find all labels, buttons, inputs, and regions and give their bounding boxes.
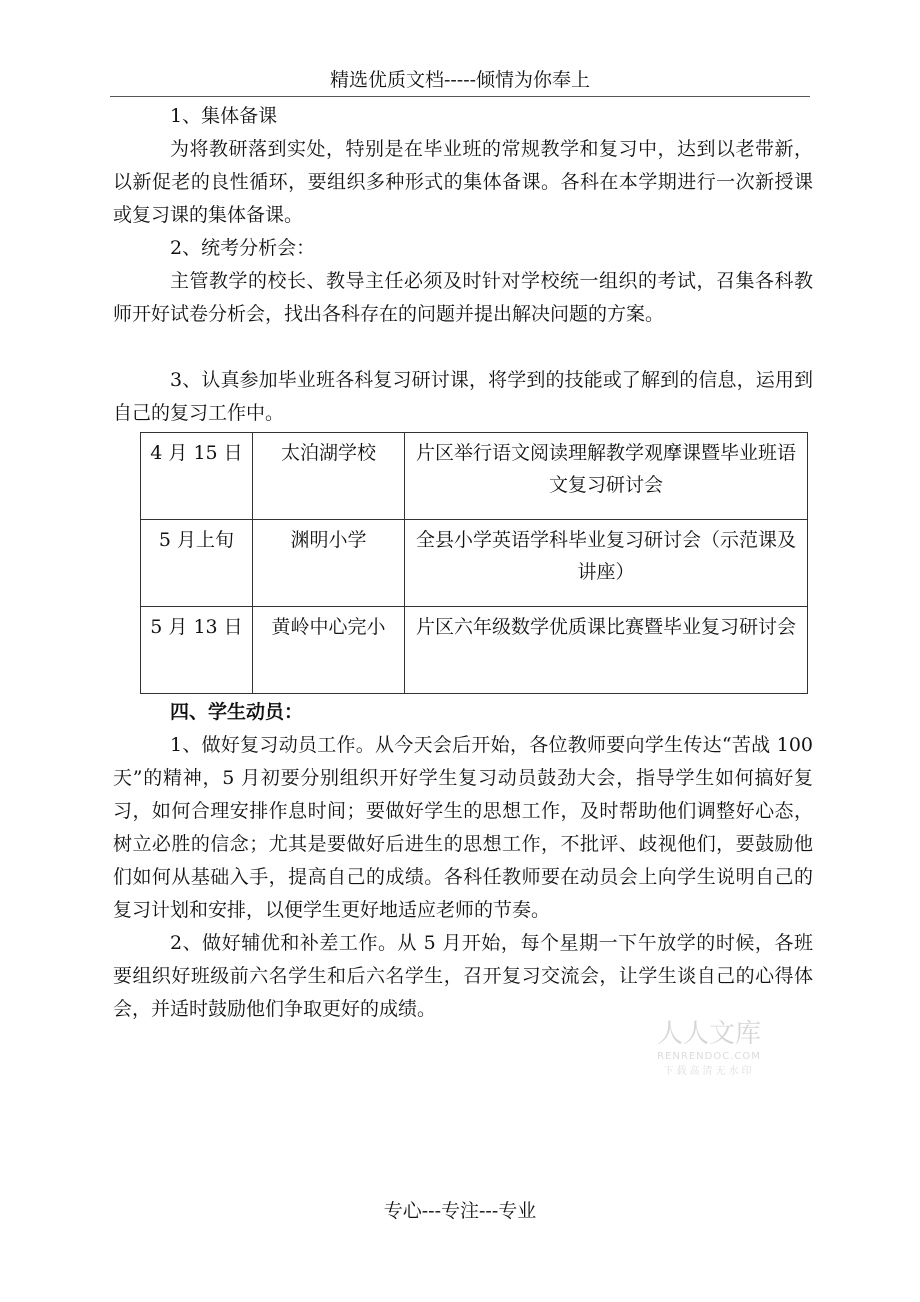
paragraph-review-seminar: 3、认真参加毕业班各科复习研讨课，将学到的技能或了解到的信息，运用到自己的复习工作中。	[113, 369, 813, 424]
table-row	[141, 607, 808, 694]
blank-line	[113, 331, 813, 364]
document-body	[113, 100, 813, 1026]
page-header: 精选优质文档-----倾情为你奉上	[110, 66, 810, 97]
date-cell: 5 月上旬	[141, 520, 253, 607]
event-cell: 全县小学英语学科毕业复习研讨会（示范课及讲座）	[405, 520, 808, 607]
watermark-tagline: 下载高清无水印	[663, 1066, 755, 1077]
table-row	[141, 520, 808, 607]
place-cell: 渊明小学	[253, 520, 405, 607]
event-cell: 片区举行语文阅读理解教学观摩课暨毕业班语文复习研讨会	[405, 433, 808, 520]
page-footer: 专心---专注---专业	[383, 1200, 537, 1222]
seminar-schedule-table	[140, 432, 808, 694]
watermark-logo	[644, 1016, 774, 1078]
paragraph-collective-lesson-prep: 为将教研落到实处，特别是在毕业班的常规教学和复习中，达到以老带新，以新促老的良性循环，要组织多种形式的集体备课。各科在本学期进行一次新授课或复习课的集体备课。	[113, 138, 813, 226]
paragraph-exam-analysis: 主管教学的校长、教导主任必须及时针对学校统一组织的考试，召集各科教师开好试卷分析会，找出各科存在的问题并提出解决问题的方案。	[113, 270, 813, 325]
date-cell: 4 月 15 日	[141, 433, 253, 520]
watermark-title: 人人文库	[656, 1019, 762, 1049]
date-cell: 5 月 13 日	[141, 607, 253, 694]
place-cell: 黄岭中心完小	[253, 607, 405, 694]
watermark-domain: RENRENDOC.COM	[657, 1051, 761, 1062]
table-row	[141, 433, 808, 520]
event-cell: 片区六年级数学优质课比赛暨毕业复习研讨会	[405, 607, 808, 694]
place-cell: 太泊湖学校	[253, 433, 405, 520]
paragraph-tutoring-work: 2、做好辅优和补差工作。从 5 月开始，每个星期一下午放学的时候，各班要组织好班级前六名学生和后六名学生，召开复习交流会，让学生谈自己的心得体会，并适时鼓励他们争取更好的成绩。	[113, 932, 813, 1020]
section-heading-student-mobilization: 四、学生动员：	[170, 701, 304, 723]
section-heading-exam-analysis: 2、统考分析会：	[170, 237, 316, 259]
section-heading-collective-lesson-prep: 1、集体备课	[170, 105, 278, 127]
paragraph-mobilization-work: 1、做好复习动员工作。从今天会后开始，各位教师要向学生传达“苦战 100 天”的精神，5 月初要分别组织开好学生复习动员鼓劲大会，指导学生如何搞好复习，如何合理安排作息时间；要做好学生的思想工作，及时帮助他们调整好心态，树立必胜的信念；尤其是要做好后进生的思想工作，不批评、歧视他们，要鼓励他们如何从基础入手，提高自己的成绩。各科任教师要在动员会上向学生说明自己的复习计划和安排，以便学生更好地适应老师的节奏。	[113, 734, 813, 921]
